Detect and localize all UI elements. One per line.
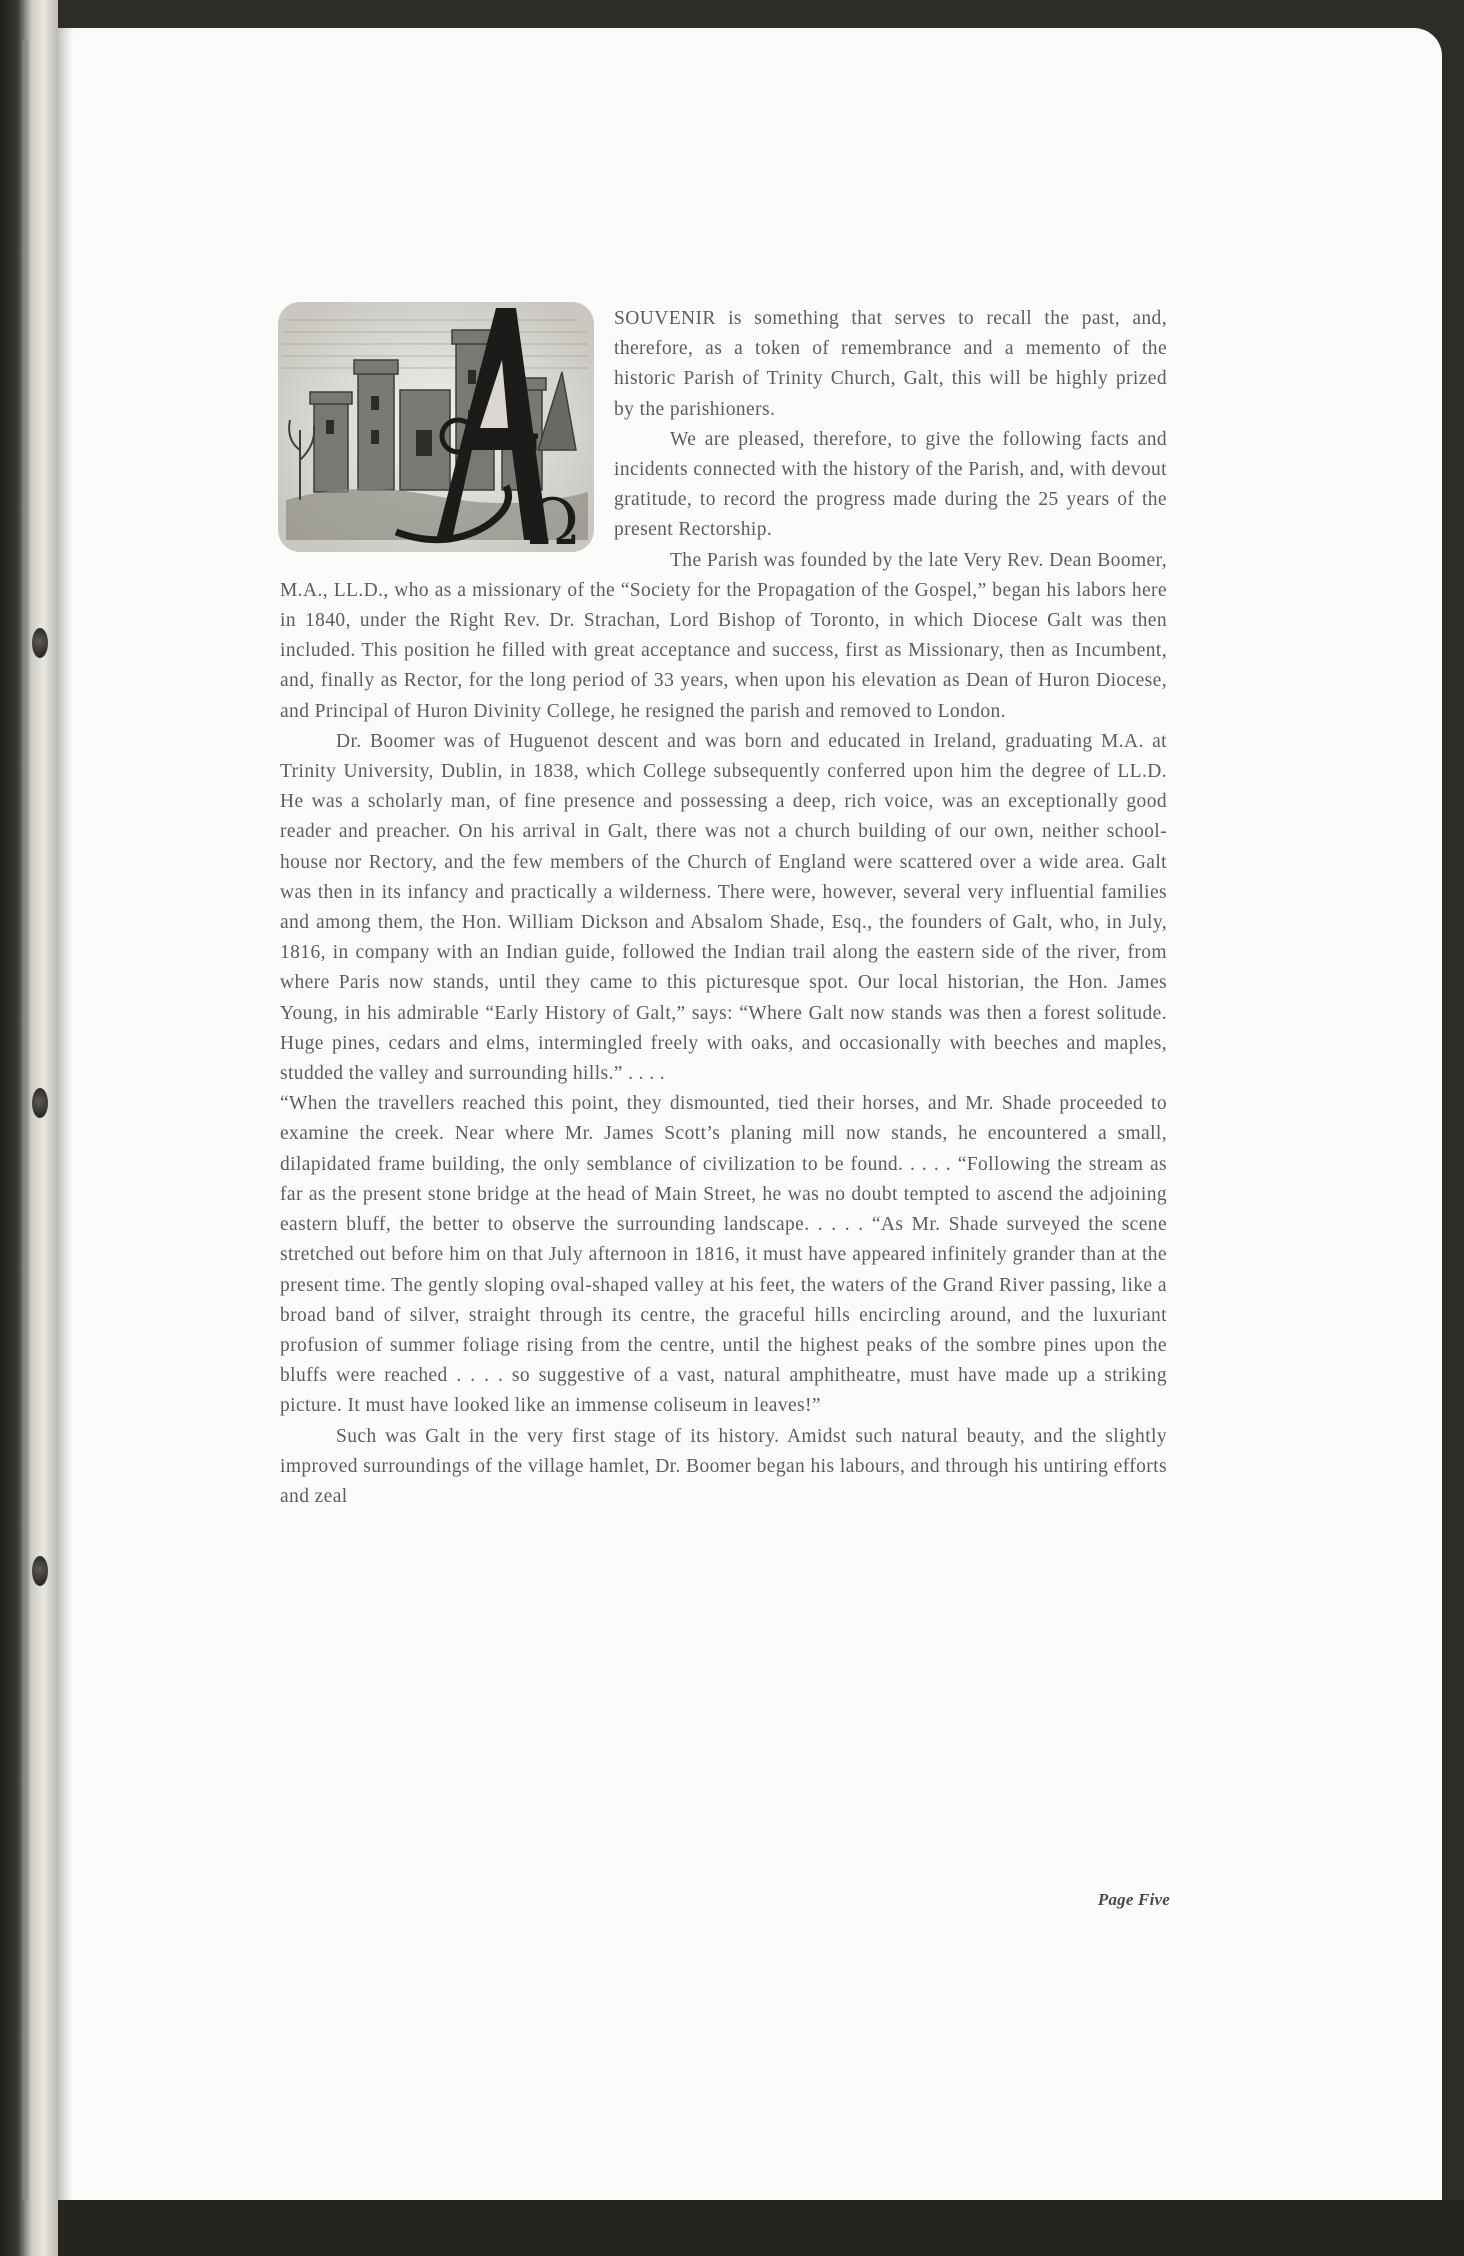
paragraph-2: We are pleased, therefore, to give the following facts and incidents connected with the history of the Parish, and, with devout gratitude, to record the progress made during the 25 years of the present Rectorship. [614, 428, 1167, 541]
castle-illustration [276, 300, 596, 554]
paragraph-5: “When the travellers reached this point, they dismounted, tied their horses, and Mr. Shade proceeded to examine the creek. Near where Mr. James Scott’s planing mill now stands, he encountered a small, dilapidated frame building, the only semblance of civilization to be found. . . . . “Following the stream as far as the present stone bridge at the head of Main Street, he was no doubt tempted to ascend the adjoining eastern bluff, the better to observe the surrounding landscape. . . . . “As Mr. Shade surveyed the scene stretched out before him on that July afternoon in 1816, it must have appeared infinitely grander than at the present time. The gently sloping oval-shaped valley at his feet, the waters of the Grand River passing, like a broad band of silver, straight through its centre, the graceful hills encircling around, and the luxuriant profusion of summer foliage rising from the centre, until the highest peaks of the sombre pines upon the bluffs were reached . . . . so suggestive of a vast, natural amphitheatre, must have made up a striking picture. It must have looked like an immense coliseum in leaves!” [280, 1093, 1167, 1417]
page-number: Page Five [1097, 1890, 1170, 1909]
paragraph-6: Such was Galt in the very first stage of its history. Amidst such natural beauty, and the slightly improved surroundings of the village hamlet, Dr. Boomer began his labours, and through his untiring efforts and zeal [280, 1425, 1167, 1507]
punch-hole [32, 628, 48, 658]
punch-hole [32, 1556, 48, 1586]
paragraph-1: SOUVENIR is something that serves to recall the past, and, therefore, as a token of remembrance and a memento of the historic Parish of Trinity Church, Galt, this will be highly prized by the parishioners. [614, 308, 1167, 420]
paragraph-4: Dr. Boomer was of Huguenot descent and was born and educated in Ireland, graduating M.A. at Trinity University, Dublin, in 1838, which College subsequently conferred upon him the degree of LL.D. He was a scholarly man, of fine presence and possessing a deep, rich voice, was an exceptionally good reader and preacher. On his arrival in Galt, there was not a church building of our own, neither school-house nor Rectory, and the few members of the Church of England were scattered over a wide area. Galt was then in its infancy and practically a wilderness. There were, however, several very influential families and among them, the Hon. William Dickson and Absalom Shade, Esq., the founders of Galt, who, in July, 1816, in company with an Indian guide, followed the Indian trail along the eastern side of the river, from where Paris now stands, until they came to this picturesque spot. Our local historian, the Hon. James Young, in his admirable “Early History of Galt,” says: “Where Galt now stands was then a forest solitude. Huge pines, cedars and elms, intermingled freely with oaks, and occasionally with beeches and maples, studded the valley and surrounding hills.” . . . . [280, 730, 1167, 1085]
page-gutter-shadow [58, 28, 74, 2216]
book-binding [0, 0, 58, 2256]
scan-bottom-margin [58, 2200, 1464, 2256]
page-body [280, 304, 1167, 1512]
binding-edge [22, 40, 28, 2200]
illuminated-initial [276, 300, 596, 554]
punch-hole [32, 1088, 48, 1118]
paragraph-3: The Parish was founded by the late Very Rev. Dean Boomer, M.A., LL.D., who as a missionary of the “Society for the Propagation of the Gospel,” began his labors here in 1840, under the Right Rev. Dr. Strachan, Lord Bishop of Toronto, in which Diocese Galt was then included. This position he filled with great acceptance and success, first as Missionary, then as Incumbent, and, finally as Rector, for the long period of 33 years, when upon his elevation as Dean of Huron Diocese, and Principal of Huron Divinity College, he resigned the parish and removed to London. [280, 549, 1167, 722]
omega-icon: Ω [526, 486, 580, 554]
